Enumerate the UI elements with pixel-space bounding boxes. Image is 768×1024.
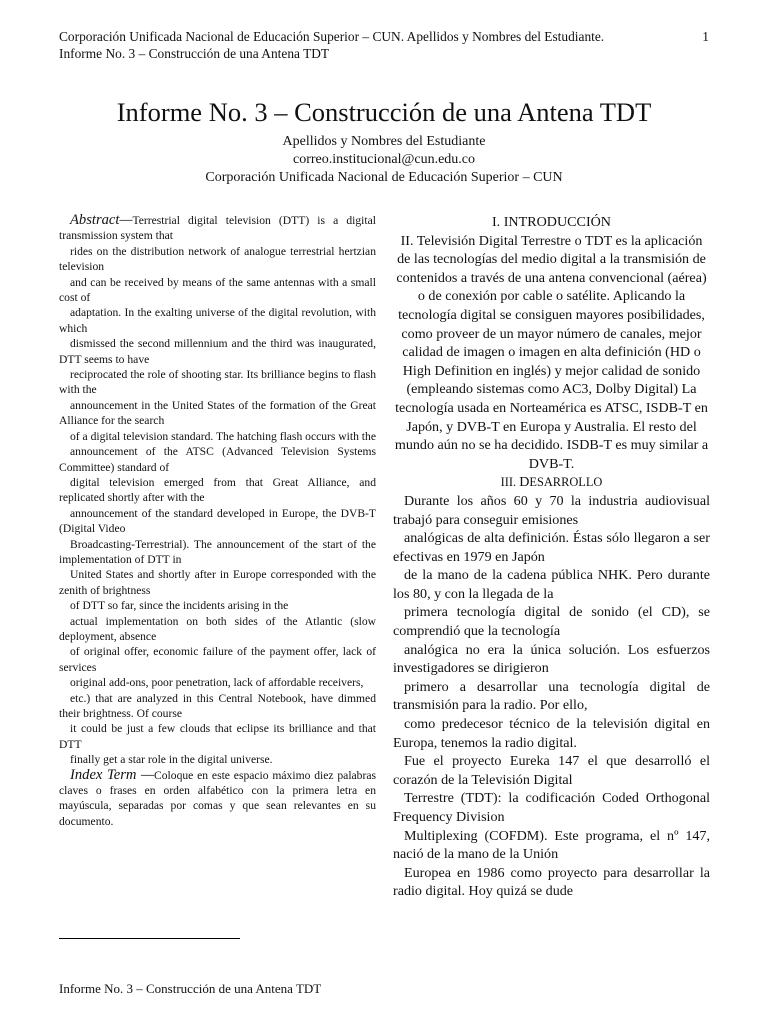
abstract-line: rides on the distribution network of analogue terrestrial hertzian television <box>59 244 376 274</box>
paper-title: Informe No. 3 – Construcción de una Antena TDT <box>116 97 652 127</box>
abstract-line: announcement of the standard developed in Europe, the DVB-T (Digital Video <box>59 506 376 536</box>
abstract-first-para <box>59 213 376 244</box>
abstract-line: digital television emerged from that Great Alliance, and replicated shortly after with the <box>59 475 376 505</box>
abstract-line: and can be received by means of the same antennas with a small cost of <box>59 275 376 305</box>
desarrollo-line: primera tecnología digital de sonido (el CD), se comprendió que la tecnología <box>393 604 710 640</box>
abstract-line: it could be just a few clouds that eclipse its brilliance and that DTT <box>59 722 376 751</box>
abstract-line: Broadcasting-Terrestrial). The announcement of the start of the implementation of DTT in <box>59 537 376 566</box>
right-column <box>393 213 710 901</box>
index-terms <box>59 768 376 830</box>
abstract-line: original add-ons, poor penetration, lack of affordable receivers, <box>70 676 364 690</box>
abstract-line: adaptation. In the exalting universe of the digital revolution, with which <box>59 306 376 335</box>
desarrollo-line: Terrestre (TDT): la codificación Coded Orthogonal Frequency Division <box>393 790 710 825</box>
abstract-dash: — <box>119 212 133 228</box>
desarrollo-num: III. <box>500 475 517 490</box>
desarrollo-line: de la mano de la cadena pública NHK. Pero durante los 80, y con la llegada de la <box>393 567 710 602</box>
abstract-line: of a digital television standard. The hatching flash occurs with the <box>70 429 376 443</box>
abstract-line: announcement of the ATSC (Advanced Television Systems Committee) standard of <box>59 445 376 474</box>
abstract-line: etc.) that are analyzed in this Central Notebook, have dimmed their brightness. Of course <box>59 691 376 720</box>
desarrollo-line: analógicas de alta definición. Éstas sólo llegaron a ser efectivas en 1979 en Japón <box>393 530 710 565</box>
desarrollo-line: primero a desarrollar una tecnología digital de transmisión para la radio. Por ello, <box>393 678 710 714</box>
abstract-line: of original offer, economic failure of the payment offer, lack of services <box>59 645 376 674</box>
desarrollo-line: analógica no era la única solución. Los esfuerzos investigadores se dirigieron <box>393 641 710 677</box>
index-terms-lead: Index Term <box>70 766 137 783</box>
desarrollo-line: Durante los años 60 y 70 la industria audiovisual trabajó para conseguir emisiones <box>393 492 710 528</box>
author-name: Apellidos y Nombres del Estudiante <box>282 134 486 149</box>
running-header-line2: Informe No. 3 – Construcción de una Antena TDT <box>59 46 330 61</box>
abstract-first-line: Terrestrial digital television (DTT) is a digital transmission system that <box>59 214 376 243</box>
desarrollo-line: como predecesor técnico de la televisión digital en Europa, tenemos la radio digital. <box>393 716 710 751</box>
abstract-line: United States and shortly after in Europe corresponded with the zenith of brightness <box>59 568 376 597</box>
desarrollo-rest: ESARROLLO <box>529 475 603 490</box>
section-heading-introduccion: I. INTRODUCCIÓN <box>491 214 611 230</box>
desarrollo-line: Fue el proyecto Eureka 147 el que desarrolló el corazón de la Televisión Digital <box>393 753 710 788</box>
left-column <box>59 213 376 829</box>
abstract-line: dismissed the second millennium and the third was inaugurated, DTT seems to have <box>59 337 376 366</box>
index-terms-text: Coloque en este espacio máximo diez palabras claves o frases en orden alfabético con la primera letra en mayúscula, separadas por comas y que sean relevantes en su documento. <box>59 768 376 828</box>
abstract-lead: Abstract <box>70 212 120 228</box>
intro-paragraph: II. Televisión Digital Terrestre o TDT es la aplicación de las tecnologías del medio digital a la transmisión de contenidos a través de una antena convencional (aérea) o de conexión por cable o satélite. Aplicando la tecnología digital se consiguen mayores posibilidades, como proveer de un mayor número de canales, mejor calidad de imagen o imagen en alta definición (HD o High Definition en inglés) y mejor calidad de sonido (empleando sistemas como AC3, Dolby Digital) La tecnología usada en Norteamérica es ATSC, ISDB-T en Japón, y DVB-T en Europa y Australia. El resto del mundo aún no se ha decidido. ISDB-T es muy similar a DVB-T. <box>394 232 709 472</box>
abstract-line: reciprocated the role of shooting star. Its brilliance begins to flash with the <box>59 368 376 397</box>
abstract-line: finally get a star role in the digital universe. <box>70 753 273 767</box>
author-email: correo.institucional@cun.edu.co <box>293 152 475 167</box>
abstract-line: actual implementation on both sides of the Atlantic (slow deployment, absence <box>59 614 376 643</box>
abstract-line: announcement in the United States of the formation of the Great Alliance for the search <box>59 398 376 428</box>
section-heading-desarrollo <box>393 473 710 492</box>
desarrollo-line: Europea en 1986 como proyecto para desarrollar la radio digital. Hoy quizá se dude <box>393 864 710 900</box>
desarrollo-cap: D <box>519 474 530 491</box>
running-header-line1: Corporación Unificada Nacional de Educación Superior – CUN. Apellidos y Nombres del Estudiante. <box>59 29 605 44</box>
page-number: 1 <box>702 29 709 44</box>
author-affiliation: Corporación Unificada Nacional de Educación Superior – CUN <box>205 170 563 185</box>
desarrollo-line: Multiplexing (COFDM). Este programa, el nº 147, nació de la mano de la Unión <box>393 827 710 863</box>
footnote-separator <box>59 938 240 939</box>
index-terms-dash: — <box>136 766 155 783</box>
running-footer: Informe No. 3 – Construcción de una Antena TDT <box>59 981 322 996</box>
abstract-line: of DTT so far, since the incidents arising in the <box>70 599 289 613</box>
